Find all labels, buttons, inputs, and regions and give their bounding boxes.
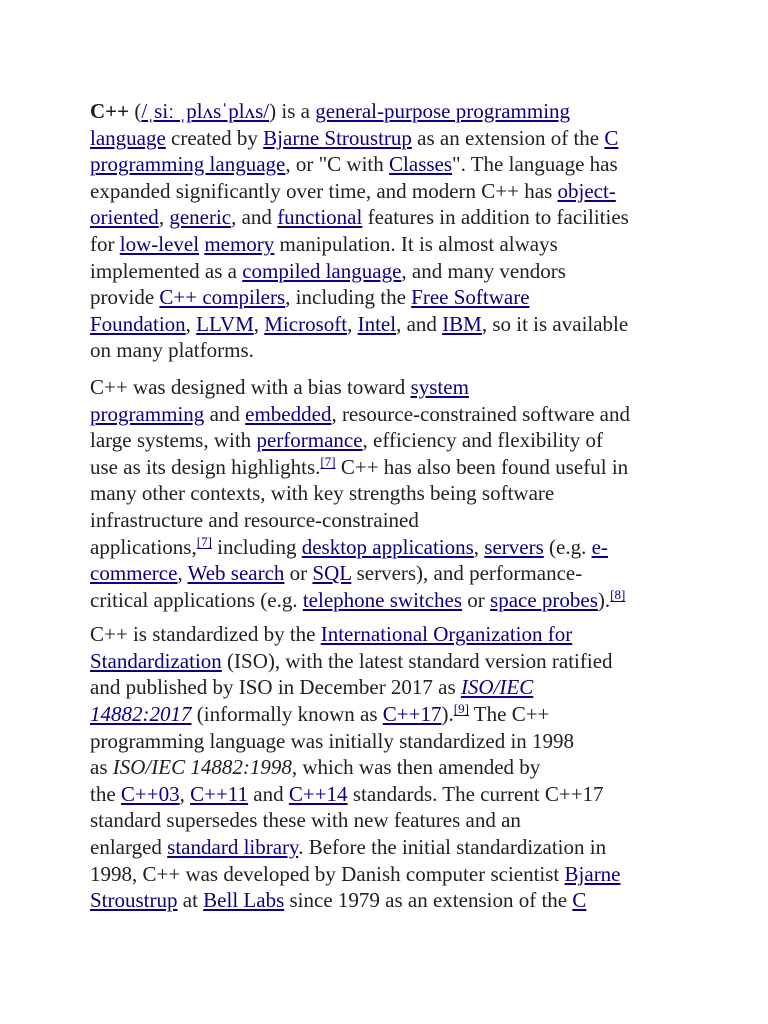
citation-ref [454,701,469,716]
text-run: enlarged [90,835,168,860]
inline-link[interactable]: servers [484,534,544,559]
text-run: (informally known as [191,702,383,727]
text-run: as an extension of the [411,125,605,150]
text-run: , [185,311,197,336]
text-run: the [90,781,121,806]
inline-link[interactable]: Intel [357,311,397,336]
inline-link[interactable]: language [90,125,166,150]
inline-link[interactable]: low-level [119,231,200,256]
inline-link[interactable]: C++ compilers [159,285,286,310]
inline-link[interactable]: Classes [389,152,453,177]
inline-link[interactable]: embedded [245,401,332,426]
text-line [90,374,690,401]
inline-link[interactable]: oriented [90,205,159,230]
inline-link[interactable]: performance [256,428,363,453]
text-line [90,507,690,534]
citation-ref [320,454,335,469]
text-line [90,125,690,152]
text-line [90,258,690,285]
text-run: for [90,231,120,256]
inline-link[interactable]: general-purpose programming [315,99,571,123]
inline-link[interactable]: Free Software [411,285,530,310]
text-run: 1998, C++ was developed by Danish computer scientist [90,861,565,886]
inline-link[interactable]: compiled language [242,258,402,283]
text-run: , and [231,205,278,230]
text-run: expanded significantly over time, and modern C++ has [90,178,558,203]
text-run: , [253,311,265,336]
citation-link[interactable]: [9] [453,701,469,717]
inline-link[interactable]: e- [591,534,608,559]
text-run: , resource-constrained software and [331,401,630,426]
citation-ref [197,534,212,549]
paragraph [90,98,690,364]
text-line [90,151,690,178]
text-run: standard supersedes these with new features and an [90,808,521,833]
inline-link[interactable]: commerce [90,561,178,586]
text-run: The C++ [468,702,550,727]
text-line [90,454,690,481]
text-run: use as its design highlights. [90,454,321,479]
inline-link[interactable]: C++17 [382,702,442,727]
text-run: , efficiency and flexibility of [362,428,603,453]
text-line [90,807,690,834]
text-run: (e.g. [543,534,592,559]
text-line [90,701,690,728]
inline-link[interactable]: standard library [167,835,299,860]
text-run: large systems, with [90,428,257,453]
text-run: , [158,205,170,230]
inline-link[interactable]: IBM [442,311,482,336]
inline-link[interactable]: /ˌsiː ˌplʌsˈplʌs/ [141,99,270,123]
text-run: , so it is available [481,311,629,336]
text-line [90,781,690,808]
text-run: standards. The current C++17 [347,781,604,806]
text-run: as [90,755,113,780]
text-line [90,284,690,311]
inline-link[interactable]: telephone switches [302,587,463,612]
text-run: manipulation. It is almost always [274,231,558,256]
inline-link[interactable]: International Organization for [320,622,573,647]
text-run: C++ has also been found useful in [335,454,629,479]
text-run: C++ is standardized by the [90,622,321,647]
inline-link[interactable]: space probes [490,587,598,612]
text-line [90,728,690,755]
inline-link[interactable]: Bjarne [564,861,621,886]
text-line [90,834,690,861]
text-line [90,861,690,888]
inline-link[interactable]: Stroustrup [90,888,178,913]
text-run: , and many vendors [401,258,566,283]
inline-link[interactable]: C++03 [120,781,180,806]
text-line [90,401,690,428]
inline-link[interactable]: Web search [187,561,285,586]
text-run: on many platforms. [90,338,254,363]
inline-link[interactable]: Standardization [90,648,222,673]
text-run: and published by ISO in December 2017 as [90,675,461,700]
text-run: . Before the initial standardization in [298,835,607,860]
text-run: infrastructure and resource-constrained [90,507,419,532]
text-run: since 1979 as an extension of the [284,888,573,913]
text-run: (ISO), with the latest standard version ratified [221,648,613,673]
text-line [90,560,690,587]
text-line [90,534,690,561]
text-run: , [473,534,485,559]
inline-link[interactable]: Bjarne Stroustrup [263,125,412,150]
inline-link[interactable]: object- [557,178,616,203]
text-run: critical applications (e.g. [90,587,303,612]
inline-link[interactable]: programming [90,401,205,426]
inline-link[interactable]: desktop applications [301,534,474,559]
text-line [90,621,690,648]
text-run: ) is a [269,99,316,123]
text-run: provide [90,285,160,310]
text-run: or [462,587,491,612]
article-body [90,98,690,922]
text-run: features in addition to facilities [362,205,629,230]
inline-link[interactable]: programming language [90,152,286,177]
text-run: ). [597,587,611,612]
paragraph [90,621,690,914]
text-line [90,648,690,675]
inline-link[interactable]: C [572,888,587,913]
text-line [90,98,690,125]
text-run: , which was then amended by [291,755,541,780]
text-run: including [211,534,302,559]
inline-link[interactable]: functional [277,205,363,230]
text-run: implemented as a [90,258,243,283]
inline-link[interactable]: C [604,125,619,150]
text-run: , [177,561,188,586]
text-run: ". The language has [452,152,618,177]
text-run: servers), and performance- [351,561,583,586]
inline-link[interactable]: system [410,374,469,399]
inline-link[interactable]: C++11 [190,781,249,806]
text-run: applications, [90,534,197,559]
inline-link[interactable]: Foundation [90,311,186,336]
citation-link[interactable]: [7] [196,533,212,549]
text-run: programming language was initially standardized in 1998 [90,728,575,753]
text-run: , [179,781,191,806]
text-line [90,754,690,781]
text-line [90,587,690,614]
text-run: , or "C with [285,152,390,177]
text-run: and [248,781,289,806]
inline-link[interactable]: C++14 [288,781,348,806]
text-line [90,674,690,701]
inline-link[interactable]: Bell Labs [203,888,285,913]
text-run: and [204,401,246,426]
text-line [90,178,690,205]
text-run: ). [441,702,454,727]
inline-link[interactable]: Microsoft [264,311,348,336]
citation-ref [610,587,625,602]
text-run: C++ was designed with a bias toward [90,374,411,399]
text-run: many other contexts, with key strengths being software [90,481,555,506]
text-line [90,204,690,231]
text-run: , [347,311,358,336]
text-line [90,231,690,258]
inline-link[interactable]: memory [204,231,275,256]
inline-link[interactable]: LLVM [196,311,254,336]
text-run: ( [129,99,142,123]
citation-link[interactable]: [8] [610,586,626,602]
text-run: , including the [285,285,412,310]
text-line [90,887,690,914]
paragraph [90,374,690,613]
text-line [90,311,690,338]
italic-text: ISO/IEC 14882:1998 [112,755,292,780]
text-line [90,480,690,507]
text-run: at [177,888,204,913]
inline-link[interactable]: ISO/IEC [460,675,534,700]
text-line [90,337,690,364]
text-run: created by [165,125,264,150]
text-run: or [284,561,313,586]
inline-link[interactable]: SQL [312,561,352,586]
text-run: , and [396,311,443,336]
citation-link[interactable]: [7] [320,453,336,469]
inline-link[interactable]: 14882:2017 [90,702,192,727]
inline-link[interactable]: generic [169,205,232,230]
text-line [90,427,690,454]
bold-term: C++ [90,99,130,123]
